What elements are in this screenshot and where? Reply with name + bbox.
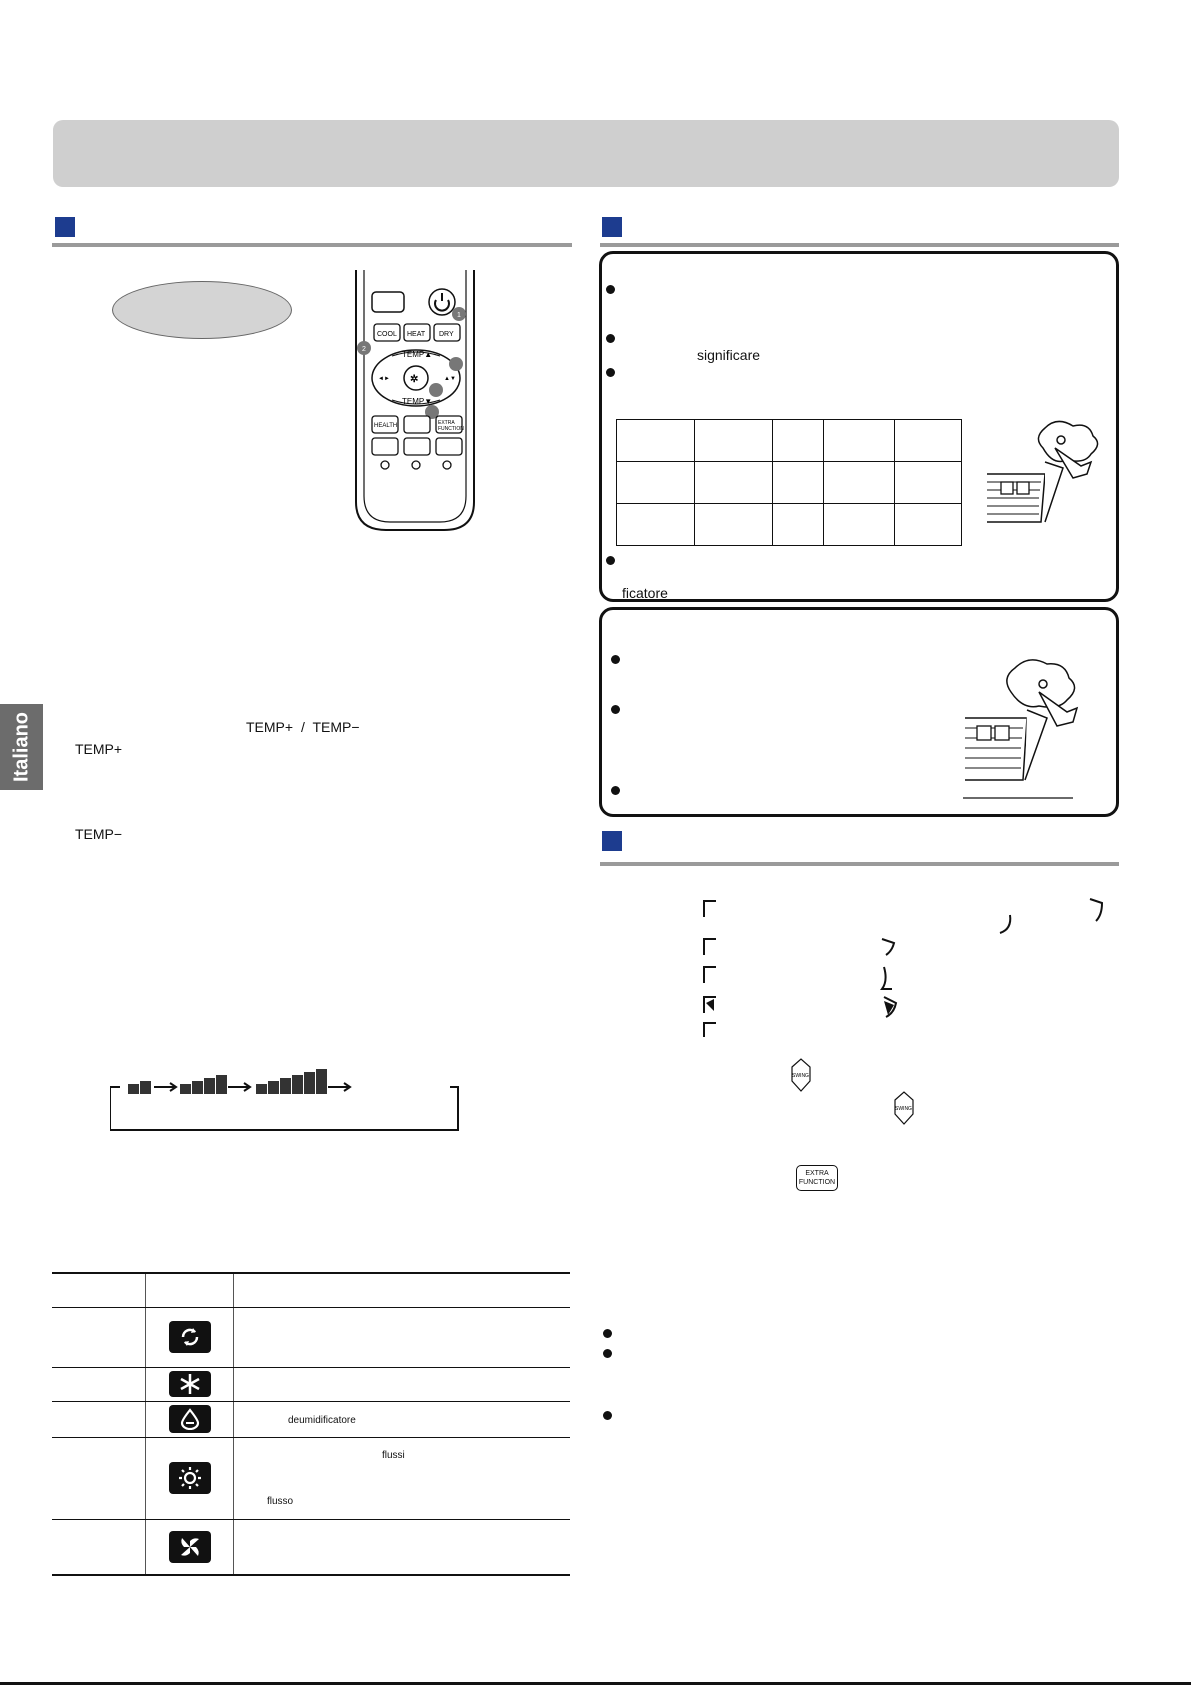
bullet-4 <box>606 556 615 565</box>
svg-text:TEMP▼: TEMP▼ <box>402 397 433 406</box>
section-marker-left <box>55 217 75 237</box>
svg-text:COOL: COOL <box>377 331 397 338</box>
section-rule-right-2 <box>600 862 1119 866</box>
page-header-bar <box>53 120 1119 187</box>
svg-text:SWING: SWING <box>895 1106 912 1112</box>
svg-text:▲▼: ▲▼ <box>444 376 456 382</box>
bullet-5 <box>611 655 620 664</box>
bullet-6 <box>611 705 620 714</box>
swing-button-icon-2 <box>891 1090 917 1126</box>
temp-separator: / <box>300 719 305 735</box>
svg-text:HEALTH: HEALTH <box>374 423 398 429</box>
fan-speed-bar <box>268 1081 279 1094</box>
ficatore-word: ficatore <box>622 585 668 601</box>
flusso-word: flusso <box>267 1495 294 1507</box>
fan-icon <box>169 1531 211 1563</box>
fan-speed-cycle-diagram <box>110 1062 462 1132</box>
water-drop-icon <box>169 1405 211 1433</box>
svg-text:2: 2 <box>362 346 366 353</box>
svg-text:HEAT: HEAT <box>407 331 426 338</box>
bullet-8 <box>603 1329 612 1338</box>
temp-plus-label: TEMP+ <box>75 741 123 757</box>
fan-speed-bar <box>140 1081 151 1094</box>
settings-grid-table <box>616 419 962 546</box>
display-oval <box>112 281 292 339</box>
bullet-9 <box>603 1349 612 1358</box>
svg-text:◄►: ◄► <box>378 376 390 382</box>
language-tab-label: Italiano <box>10 711 32 783</box>
flussi-word: flussi <box>382 1449 405 1461</box>
significare-word: significare <box>697 347 761 363</box>
swing-button-icon-1 <box>788 1057 814 1093</box>
fan-speed-bar <box>292 1075 303 1094</box>
fan-speed-bar <box>128 1084 139 1094</box>
temp-minus-inline: TEMP− <box>312 719 360 735</box>
auto-cycle-icon <box>169 1321 211 1353</box>
blank-button-4 <box>436 438 462 455</box>
language-tab <box>0 704 43 790</box>
svg-text:FUNCTION: FUNCTION <box>438 426 464 432</box>
blank-button-3 <box>404 438 430 455</box>
mode-button-blank <box>372 292 404 312</box>
fan-speed-bar <box>192 1081 203 1094</box>
fan-speed-bar <box>280 1078 291 1094</box>
extra-function-button-icon: EXTRA FUNCTION <box>796 1165 838 1191</box>
sun-icon <box>169 1462 211 1494</box>
section-rule-left <box>52 243 572 247</box>
fan-speed-bar <box>180 1084 191 1094</box>
indoor-unit-illustration <box>985 418 1105 536</box>
svg-text:EXTRA: EXTRA <box>438 420 455 426</box>
svg-text:SWING: SWING <box>792 1073 809 1079</box>
temp-plus-inline: TEMP+ <box>246 719 294 735</box>
temp-buttons-line <box>246 719 360 735</box>
temp-minus-label: TEMP− <box>75 826 123 842</box>
section-marker-right <box>602 217 622 237</box>
swing-flap-icons <box>700 895 1120 1045</box>
fan-speed-bar <box>216 1075 227 1094</box>
fan-speed-bar <box>204 1078 215 1094</box>
bullet-1 <box>606 285 615 294</box>
deumidificatore-word: deumidificatore <box>288 1415 356 1426</box>
section-rule-right <box>600 243 1119 247</box>
bullet-10 <box>603 1411 612 1420</box>
bullet-2 <box>606 334 615 343</box>
snowflake-icon <box>169 1371 211 1397</box>
svg-text:TEMP▲: TEMP▲ <box>402 350 433 359</box>
bullet-7 <box>611 786 620 795</box>
svg-text:1: 1 <box>457 312 461 319</box>
remote-control-illustration <box>352 270 480 534</box>
fan-speed-bar <box>256 1084 267 1094</box>
fan-speed-bar <box>316 1069 327 1094</box>
mode-table <box>52 1272 570 1576</box>
svg-text:✲: ✲ <box>410 374 419 385</box>
svg-text:DRY: DRY <box>439 331 454 338</box>
blank-button-2 <box>372 438 398 455</box>
fan-speed-bar <box>304 1072 315 1094</box>
blank-button-1 <box>404 416 430 433</box>
section-marker-right-2 <box>602 831 622 851</box>
bullet-3 <box>606 368 615 377</box>
indoor-unit-illustration-2 <box>963 656 1091 802</box>
